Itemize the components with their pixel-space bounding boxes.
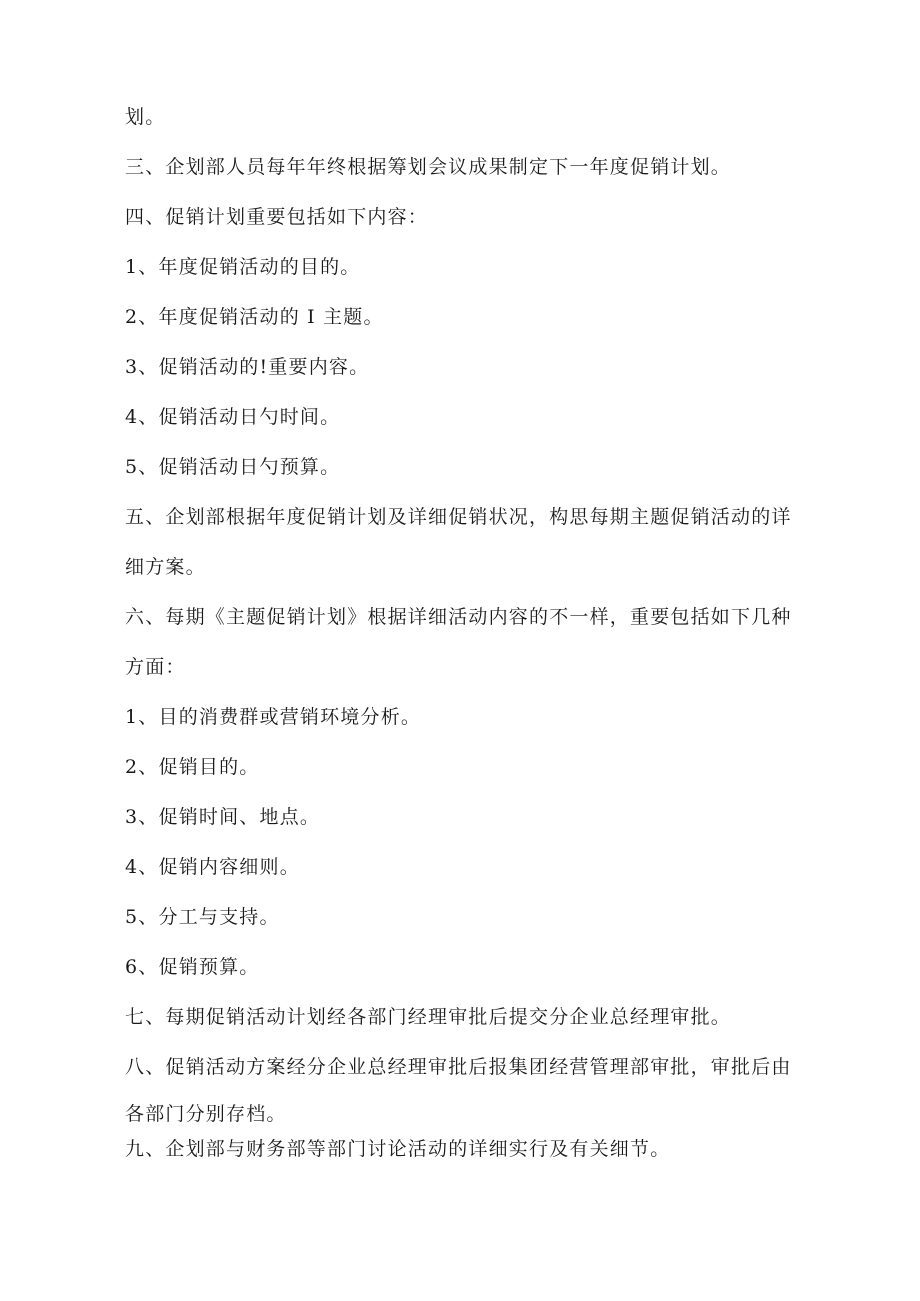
text-line: 3、促销时间、地点。 bbox=[125, 806, 321, 828]
text-line: 5、促销活动日勺预算。 bbox=[125, 456, 341, 478]
text-line: 三、企划部人员每年年终根据筹划会议成果制定下一年度促销计划。 bbox=[125, 156, 732, 178]
text-line: 各部门分别存档。 bbox=[125, 1103, 287, 1125]
text-line: 4、促销内容细则。 bbox=[125, 856, 300, 878]
text-line: 方面： bbox=[125, 656, 186, 678]
text-line: 六、每期《主题促销计划》根据详细活动内容的不一样，重要包括如下几种 bbox=[125, 606, 792, 628]
text-line: 九、企划部与财务部等部门讨论活动的详细实行及有关细节。 bbox=[125, 1138, 671, 1160]
text-line: 七、每期促销活动计划经各部门经理审批后提交分企业总经理审批。 bbox=[125, 1006, 732, 1028]
text-line: 4、促销活动日勺时间。 bbox=[125, 406, 341, 428]
text-line: 6、促销预算。 bbox=[125, 956, 260, 978]
text-line: 五、企划部根据年度促销计划及详细促销状况，构思每期主题促销活动的详 bbox=[125, 506, 792, 528]
text-line: 5、分工与支持。 bbox=[125, 906, 280, 928]
text-line: 1、年度促销活动的目的。 bbox=[125, 256, 361, 278]
text-line: 八、促销活动方案经分企业总经理审批后报集团经营管理部审批，审批后由 bbox=[125, 1056, 792, 1078]
text-line: 2、年度促销活动的 I 主题。 bbox=[125, 306, 384, 328]
text-line: 四、促销计划重要包括如下内容： bbox=[125, 206, 429, 228]
text-line: 细方案。 bbox=[125, 556, 206, 578]
text-line: 1、目的消费群或营销环境分析。 bbox=[125, 706, 422, 728]
text-line: 2、促销目的。 bbox=[125, 756, 260, 778]
text-line: 3、促销活动的!重要内容。 bbox=[125, 356, 370, 378]
text-line: 划。 bbox=[125, 106, 166, 128]
